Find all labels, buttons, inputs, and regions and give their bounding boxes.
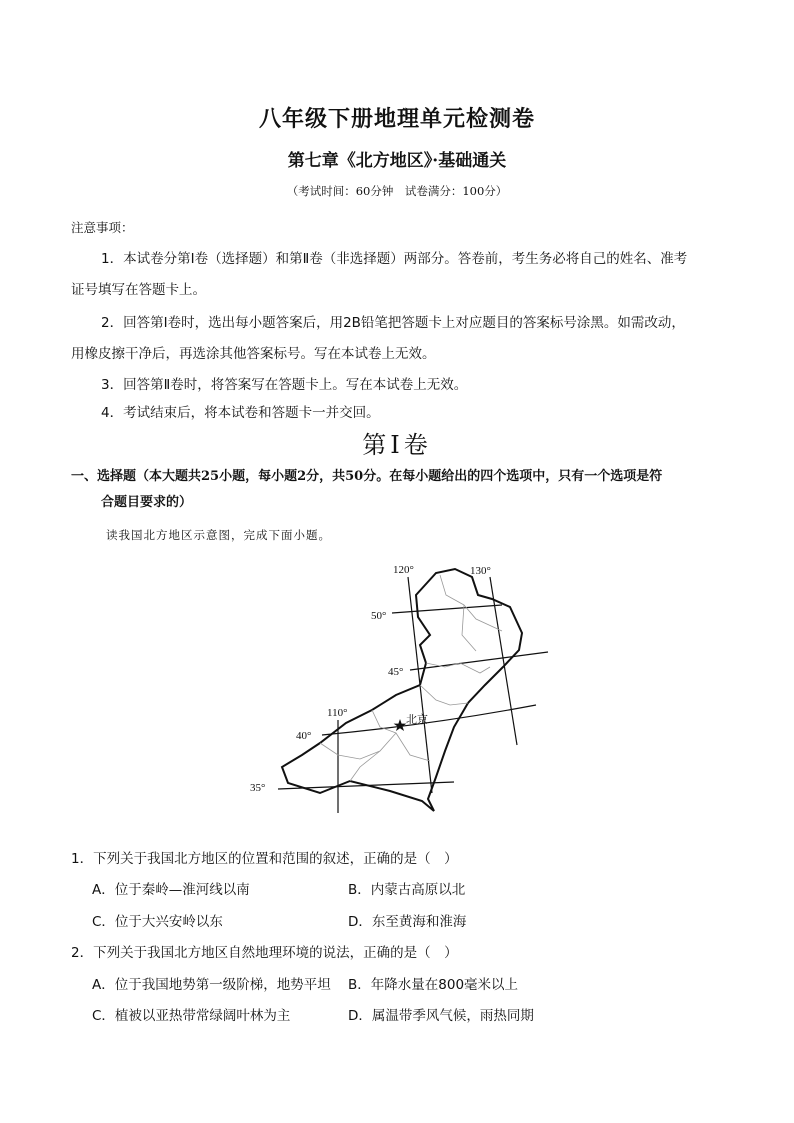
province-boundary xyxy=(426,663,490,673)
note-line: 证号填写在答题卡上。 xyxy=(71,282,206,298)
note-line: 用橡皮擦干净后，再选涂其他答案标号。写在本试卷上无效。 xyxy=(71,346,436,362)
question-1-option-b[interactable]: B．内蒙古高原以北 xyxy=(348,882,466,898)
beijing-star-icon xyxy=(394,719,407,731)
note-line: 4．考试结束后，将本试卷和答题卡一并交回。 xyxy=(101,405,380,421)
province-boundary xyxy=(440,575,502,631)
section-heading: 一、选择题（本大题共25小题，每小题2分，共50分。在每小题给出的四个选项中，只有一个选项是符 xyxy=(71,469,663,484)
page-title: 八年级下册地理单元检测卷 xyxy=(258,106,535,132)
exam-info: （考试时间：60分钟 试卷满分：100分） xyxy=(286,184,508,198)
label-beijing: 北京 xyxy=(406,714,428,726)
province-boundary xyxy=(350,751,380,781)
question-2-option-a[interactable]: A．位于我国地势第一级阶梯，地势平坦 xyxy=(92,977,331,993)
question-2-option-b[interactable]: B．年降水量在800毫米以上 xyxy=(348,977,519,993)
question-1-option-a[interactable]: A．位于秦岭—淮河线以南 xyxy=(92,882,250,898)
question-1-option-c[interactable]: C．位于大兴安岭以东 xyxy=(92,914,223,930)
label-lat35: 35° xyxy=(250,782,266,794)
note-line: 1．本试卷分第Ⅰ卷（选择题）和第Ⅱ卷（非选择题）两部分。答卷前，考生务必将自己的姓名、准考 xyxy=(101,251,688,267)
label-lon130: 130° xyxy=(470,565,491,577)
north-china-map xyxy=(240,555,560,815)
province-boundary xyxy=(420,685,468,705)
label-lat40: 40° xyxy=(296,730,312,742)
label-lon120: 120° xyxy=(393,564,414,576)
label-lat50: 50° xyxy=(371,610,387,622)
latitude-line-50 xyxy=(392,605,502,613)
question-2-stem: 2．下列关于我国北方地区自然地理环境的说法，正确的是（ ） xyxy=(71,945,458,961)
region-outline xyxy=(282,569,522,811)
province-boundary xyxy=(320,733,396,759)
label-lat45: 45° xyxy=(388,666,404,678)
question-2-option-d[interactable]: D．属温带季风气候，雨热同期 xyxy=(348,1008,534,1024)
section-title: 第Ⅰ卷 xyxy=(362,431,432,459)
question-1-option-d[interactable]: D．东至黄海和淮海 xyxy=(348,914,467,930)
longitude-line-130 xyxy=(490,577,517,745)
latitude-line-45 xyxy=(410,652,548,670)
label-lon110: 110° xyxy=(327,707,348,719)
province-boundary xyxy=(462,605,476,651)
page-subtitle: 第七章《北方地区》·基础通关 xyxy=(287,151,507,171)
notes-heading: 注意事项： xyxy=(71,220,134,235)
note-line: 2．回答第Ⅰ卷时，选出每小题答案后，用2B铅笔把答题卡上对应题目的答案标号涂黑。如需改动， xyxy=(101,315,685,331)
note-line: 3．回答第Ⅱ卷时，将答案写在答题卡上。写在本试卷上无效。 xyxy=(101,377,468,393)
question-2-option-c[interactable]: C．植被以亚热带常绿阔叶林为主 xyxy=(92,1008,291,1024)
question-1-stem: 1．下列关于我国北方地区的位置和范围的叙述，正确的是（ ） xyxy=(71,851,458,867)
map-intro: 读我国北方地区示意图，完成下面小题。 xyxy=(106,528,331,542)
section-heading-cont: 合题目要求的） xyxy=(101,495,193,510)
